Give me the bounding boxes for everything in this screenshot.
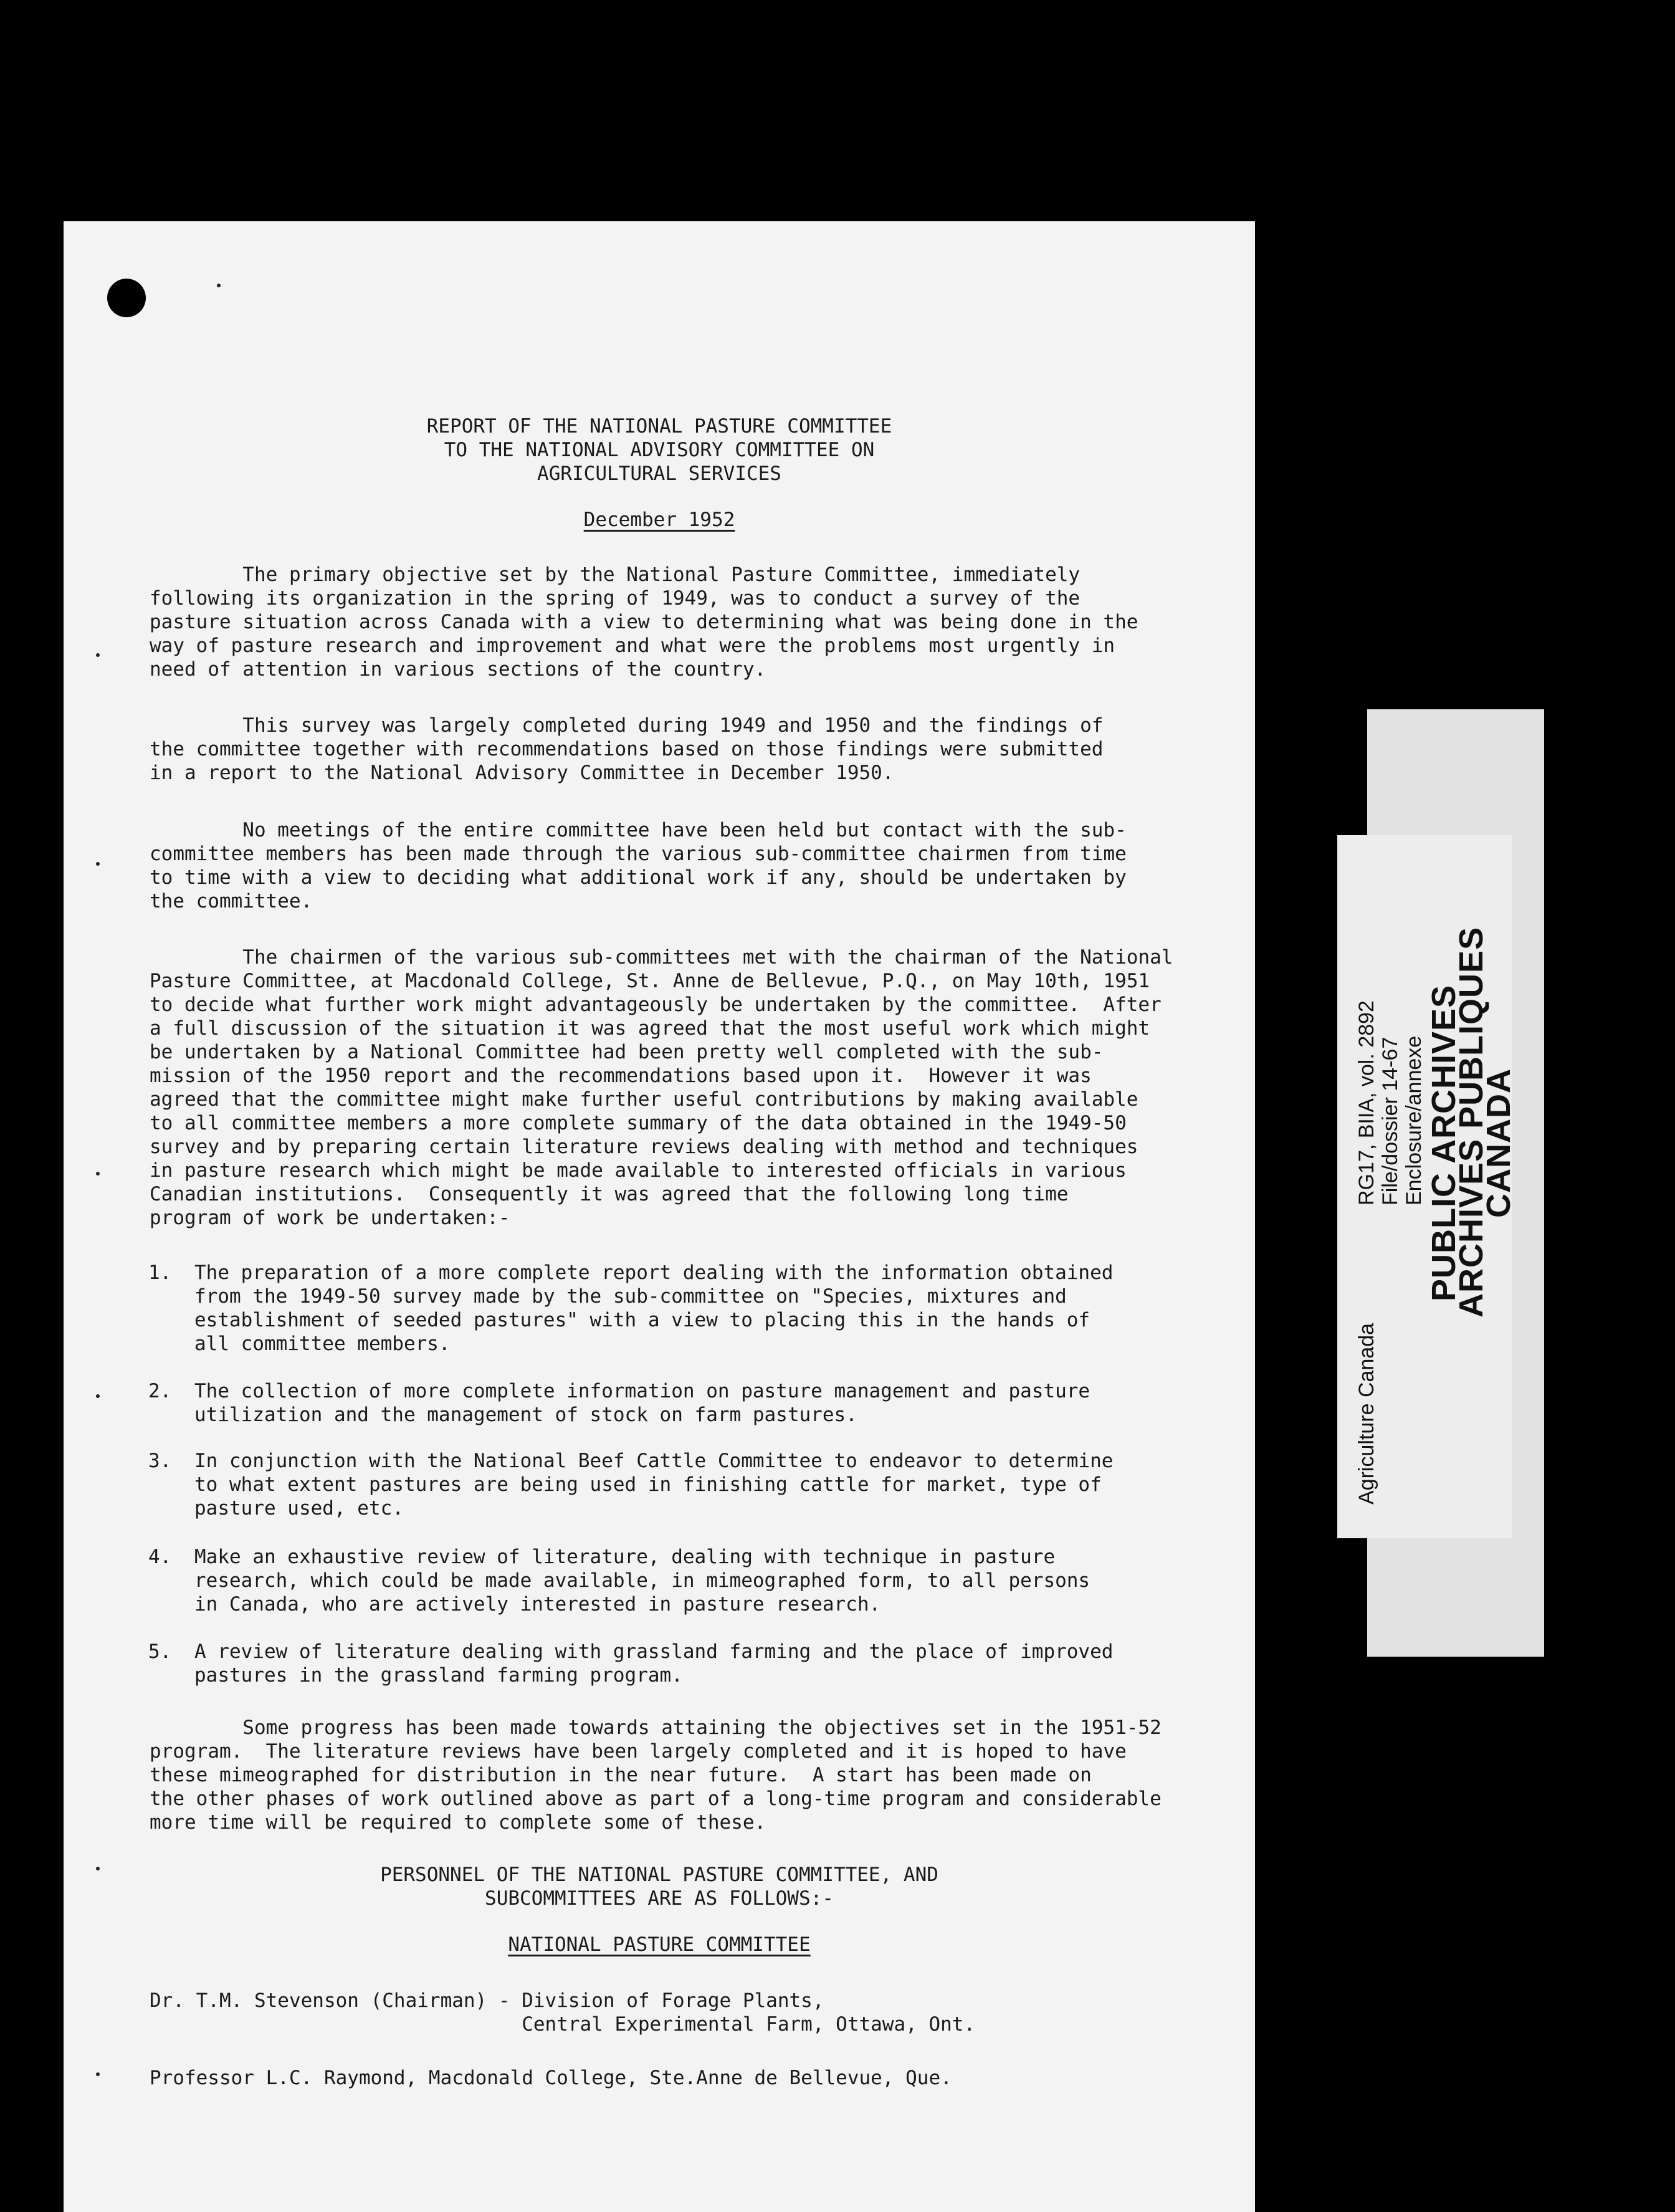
- text-line: the committee together with recommendations based on those findings were submitted: [150, 738, 1104, 760]
- text-line: utilization and the management of stock on farm pastures.: [194, 1404, 857, 1426]
- list-number: 1.: [148, 1262, 172, 1284]
- text-line: be undertaken by a National Committee had been pretty well completed with the sub-: [150, 1041, 1104, 1063]
- punch-hole: [107, 279, 146, 317]
- list-number: 5.: [148, 1640, 172, 1663]
- text-line: the other phases of work outlined above as part of a long-time program and considerable: [150, 1788, 1162, 1810]
- stamp-reference-1: RG17, BIIA, vol. 2892: [1355, 1000, 1378, 1205]
- list-number: 2.: [148, 1380, 172, 1402]
- list-number: 3.: [148, 1450, 172, 1472]
- text-line: The preparation of a more complete report dealing with the information obtained: [194, 1262, 1114, 1284]
- text-line: research, which could be made available, in mimeographed form, to all persons: [194, 1569, 1090, 1592]
- speck: [217, 284, 221, 287]
- text-line: following its organization in the spring of 1949, was to conduct a survey of the: [150, 587, 1081, 610]
- text-line: in Canada, who are actively interested in pasture research.: [194, 1593, 881, 1616]
- document-page: [64, 221, 1255, 2212]
- text-line: agreed that the committee might make further useful contributions by making available: [150, 1088, 1138, 1111]
- speck: [96, 862, 100, 866]
- member-1-line-1: Dr. T.M. Stevenson (Chairman) - Division of Forage Plants,: [150, 1989, 824, 2012]
- speck: [96, 1394, 100, 1398]
- text-line: program of work be undertaken:-: [150, 1207, 510, 1229]
- text-line: in a report to the National Advisory Committee in December 1950.: [150, 762, 894, 784]
- text-line: all committee members.: [194, 1333, 451, 1355]
- stamp-archive-line-3: CANADA: [1480, 1068, 1517, 1218]
- text-line: to what extent pastures are being used in finishing cattle for market, type of: [194, 1473, 1102, 1496]
- text-line: need of attention in various sections of the country.: [150, 658, 766, 681]
- report-title-line-2: TO THE NATIONAL ADVISORY COMMITTEE ON: [444, 439, 875, 461]
- text-line: pastures in the grassland farming program.: [194, 1664, 683, 1687]
- text-line: This survey was largely completed during 1949 and 1950 and the findings of: [150, 714, 1104, 737]
- text-line: in pasture research which might be made available to interested officials in various: [150, 1159, 1127, 1182]
- list-number: 4.: [148, 1546, 172, 1568]
- personnel-heading-2: SUBCOMMITTEES ARE AS FOLLOWS:-: [485, 1887, 834, 1910]
- text-line: establishment of seeded pastures" with a view to placing this in the hands of: [194, 1309, 1090, 1331]
- text-line: to all committee members a more complete summary of the data obtained in the 1949-50: [150, 1112, 1127, 1134]
- text-line: The primary objective set by the National Pasture Committee, immediately: [150, 563, 1081, 586]
- text-line: mission of the 1950 report and the recommendations based upon it. However it was: [150, 1065, 1092, 1087]
- text-line: survey and by preparing certain literature reviews dealing with method and techniques: [150, 1136, 1138, 1158]
- personnel-heading-1: PERSONNEL OF THE NATIONAL PASTURE COMMITTEE, AND: [380, 1864, 938, 1886]
- report-title-line-3: AGRICULTURAL SERVICES: [537, 462, 781, 485]
- text-line: Some progress has been made towards attaining the objectives set in the 1951-52: [150, 1716, 1162, 1739]
- text-line: to decide what further work might advantageously be undertaken by the committee. After: [150, 993, 1162, 1016]
- text-line: pasture used, etc.: [194, 1497, 404, 1520]
- stamp-agency: Agriculture Canada: [1355, 1323, 1378, 1505]
- member-2: Professor L.C. Raymond, Macdonald College, Ste.Anne de Bellevue, Que.: [150, 2067, 952, 2089]
- report-date: December 1952: [583, 509, 735, 531]
- text-line: pasture situation across Canada with a view to determining what was being done in the: [150, 611, 1138, 633]
- text-line: A review of literature dealing with grassland farming and the place of improved: [194, 1640, 1114, 1663]
- text-line: The collection of more complete information on pasture management and pasture: [194, 1380, 1090, 1402]
- text-line: way of pasture research and improvement and what were the problems most urgently in: [150, 634, 1115, 657]
- text-line: The chairmen of the various sub-committees met with the chairman of the National: [150, 946, 1173, 969]
- speck: [96, 2072, 100, 2076]
- speck: [96, 1172, 100, 1175]
- text-line: a full discussion of the situation it was agreed that the most useful work which might: [150, 1017, 1150, 1040]
- member-1-line-2: Central Experimental Farm, Ottawa, Ont.: [150, 2013, 976, 2036]
- text-line: from the 1949-50 survey made by the sub-committee on "Species, mixtures and: [194, 1285, 1067, 1308]
- stamp-reference-3: Enclosure/annexe: [1402, 1035, 1426, 1205]
- text-line: Pasture Committee, at Macdonald College, St. Anne de Bellevue, P.Q., on May 10th, 1951: [150, 970, 1150, 992]
- text-line: more time will be required to complete some of these.: [150, 1811, 766, 1834]
- text-line: Make an exhaustive review of literature, dealing with technique in pasture: [194, 1546, 1056, 1568]
- text-line: these mimeographed for distribution in the near future. A start has been made on: [150, 1764, 1092, 1786]
- report-title-line-1: REPORT OF THE NATIONAL PASTURE COMMITTEE: [426, 415, 892, 438]
- speck: [96, 653, 100, 657]
- text-line: No meetings of the entire committee have been held but contact with the sub-: [150, 819, 1127, 841]
- stamp-reference-2: File/dossier 14-67: [1378, 1037, 1402, 1205]
- stamp-archive-line-2: ARCHIVES PUBLIQUES: [1453, 926, 1490, 1318]
- archive-stamp: [1342, 819, 1517, 1505]
- committee-subheading: NATIONAL PASTURE COMMITTEE: [508, 1933, 811, 1956]
- text-line: Canadian institutions. Consequently it was agreed that the following long time: [150, 1183, 1069, 1205]
- stamp-archive-line-1: PUBLIC ARCHIVES: [1425, 984, 1463, 1302]
- text-line: committee members has been made through the various sub-committee chairmen from time: [150, 843, 1127, 865]
- text-line: to time with a view to deciding what additional work if any, should be undertaken by: [150, 866, 1127, 889]
- text-line: In conjunction with the National Beef Cattle Committee to endeavor to determine: [194, 1450, 1114, 1472]
- text-line: program. The literature reviews have been largely completed and it is hoped to have: [150, 1740, 1127, 1763]
- text-line: the committee.: [150, 890, 313, 912]
